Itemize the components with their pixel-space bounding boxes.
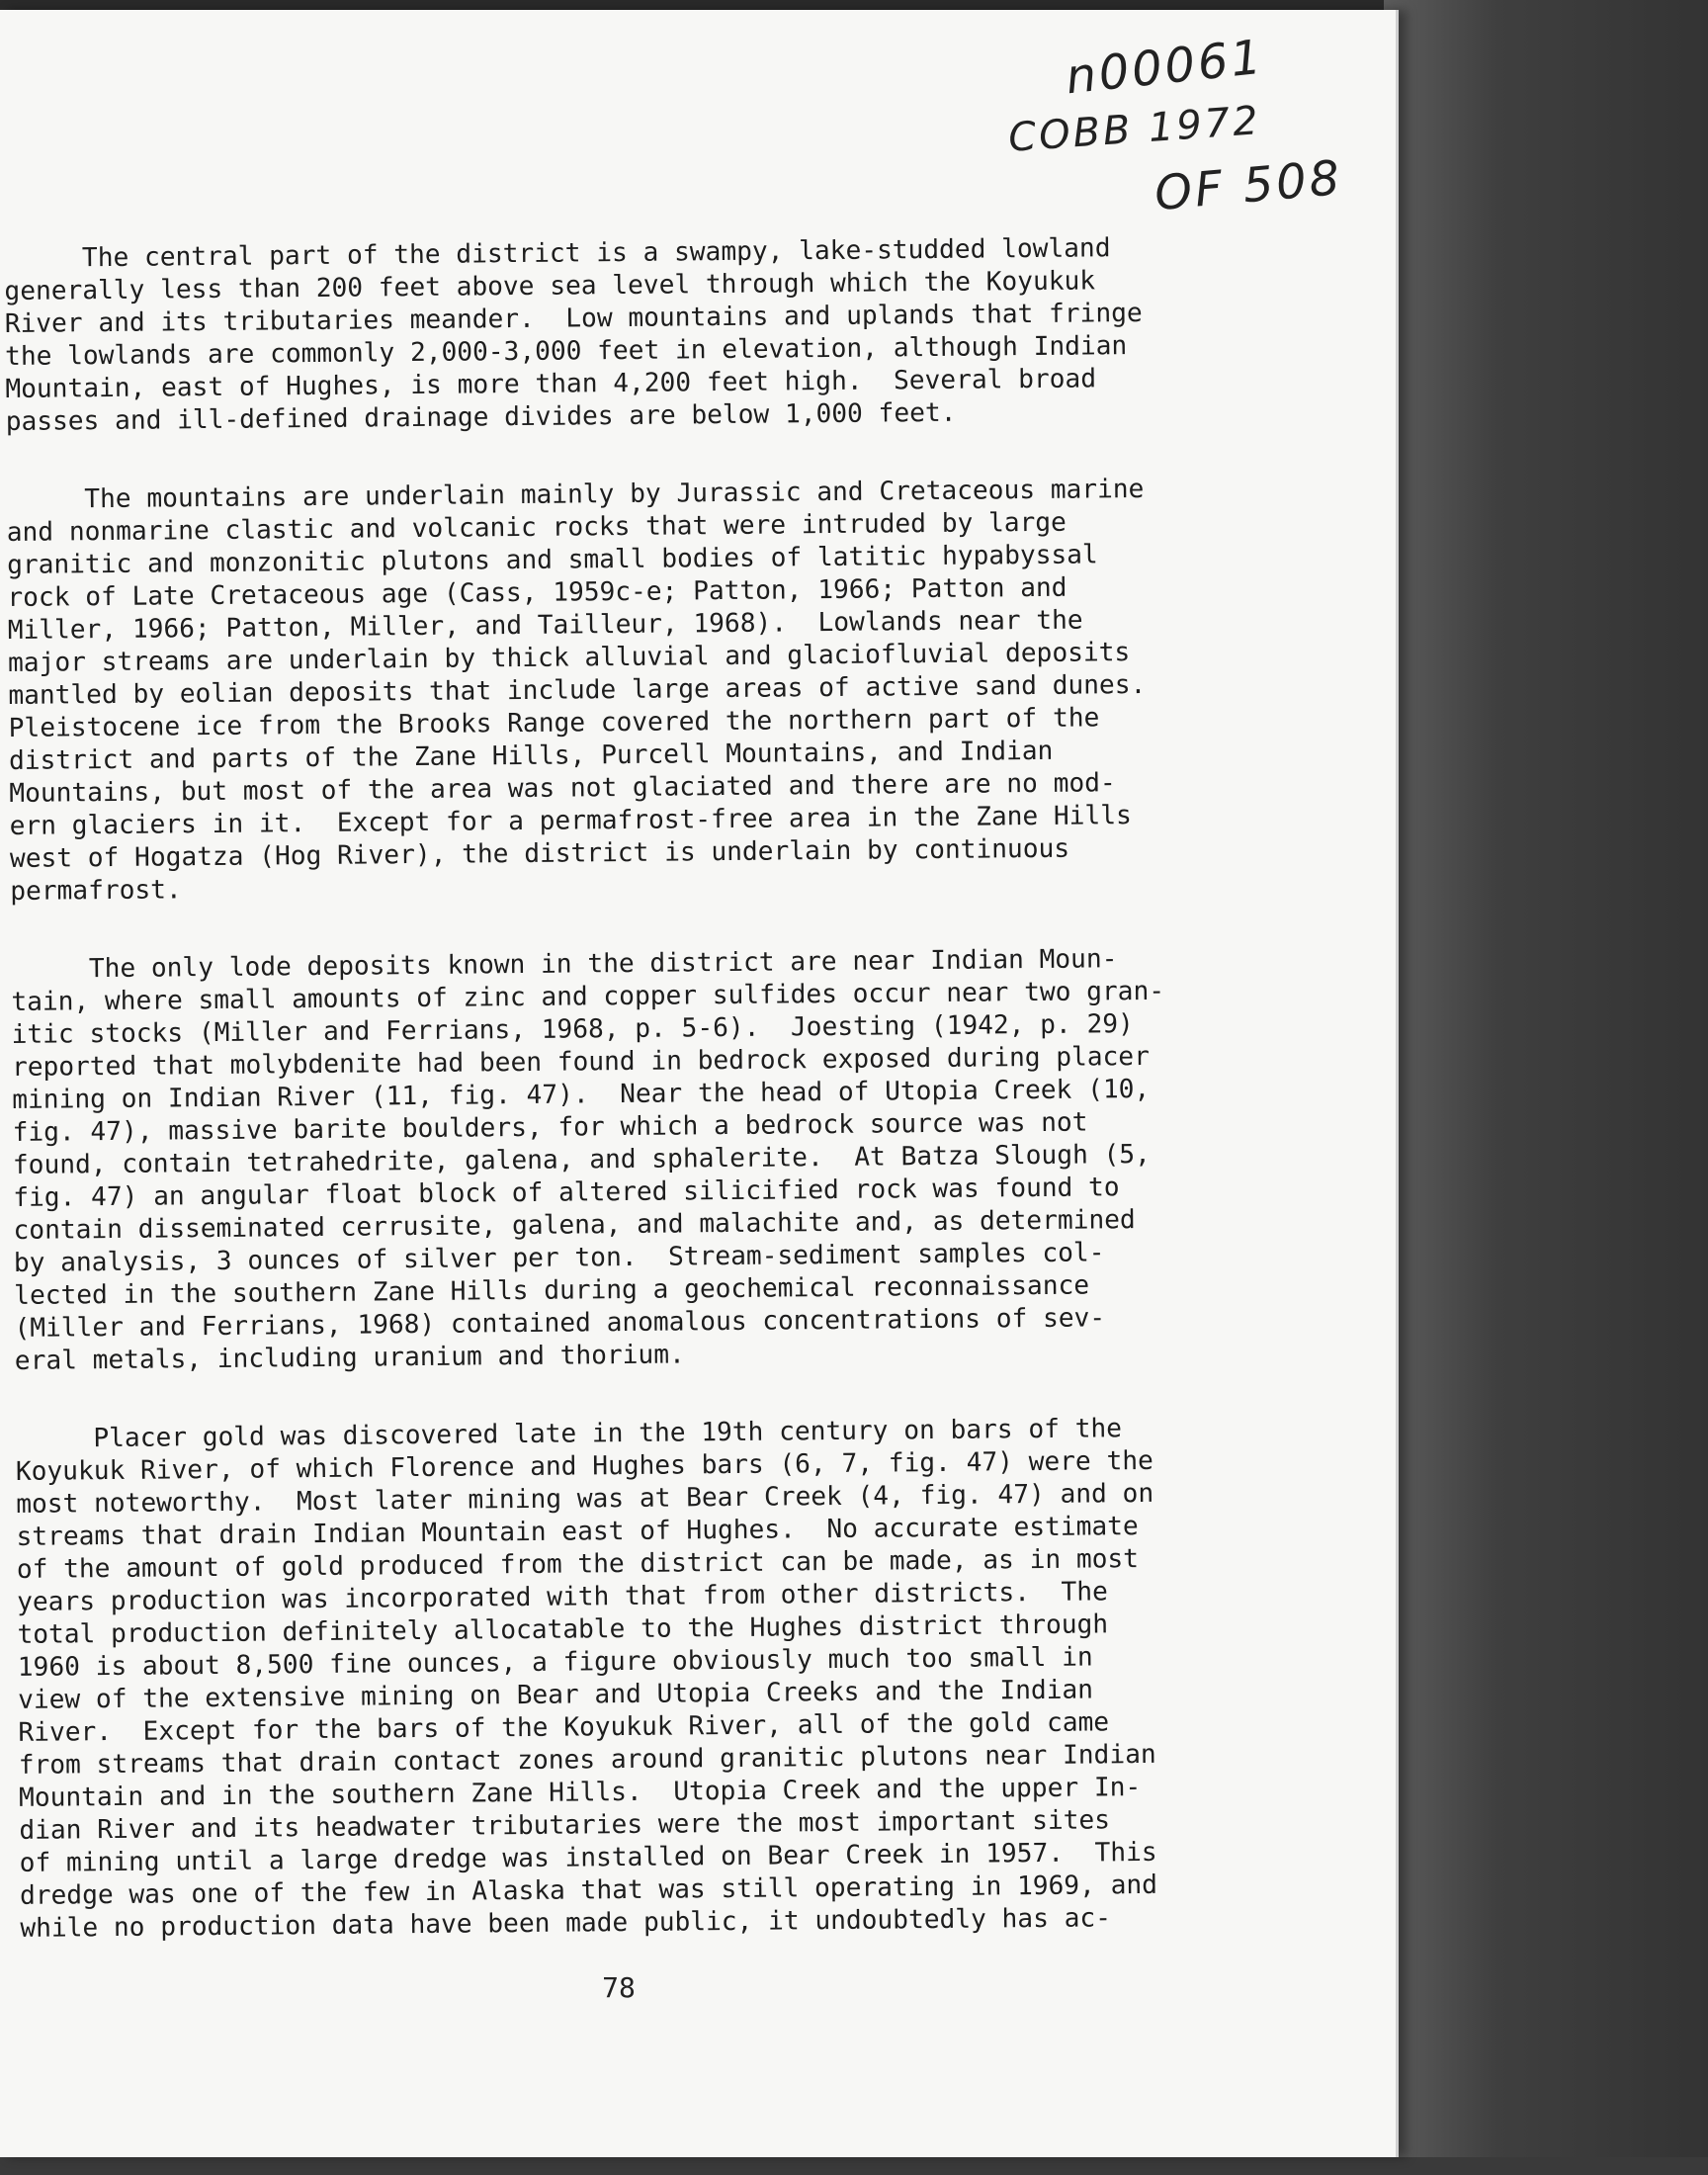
text-line: total production definitely allocatable to the Hughes district through [17, 1610, 1109, 1650]
text-line: of the amount of gold produced from the district can be made, as in most [16, 1544, 1140, 1585]
text-line: The only lode deposits known in the district are near Indian Moun- [10, 944, 1118, 985]
text-line: years production was incorporated with that from other districts. The [17, 1577, 1108, 1617]
text-line: found, contain tetrahedrite, galena, and sphalerite. At Batza Slough (5, [12, 1139, 1151, 1180]
text-line: mantled by eolian deposits that include large areas of active sand dunes. [8, 669, 1147, 711]
scan-background-shadow [1384, 0, 1708, 2175]
text-line: the lowlands are commonly 2,000-3,000 feet in elevation, although Indian [4, 331, 1128, 372]
text-line: district and parts of the Zane Hills, Purcell Mountains, and Indian [8, 736, 1054, 776]
paragraph [6, 473, 1275, 909]
text-line: view of the extensive mining on Bear and Utopia Creeks and the Indian [18, 1675, 1094, 1715]
text-line: by analysis, 3 ounces of silver per ton. Stream-sediment samples col- [13, 1238, 1105, 1278]
text-line: from streams that drain contact zones around granitic plutons near Indian [18, 1739, 1156, 1781]
text-line: Mountain, east of Hughes, is more than 4,200 feet high. Several broad [5, 364, 1097, 404]
text-line: Pleistocene ice from the Brooks Range covered the northern part of the [8, 703, 1100, 743]
text-line: while no production data have been made public, it undoubtedly has ac- [20, 1903, 1112, 1944]
text-line: most noteworthy. Most later mining was at Bear Creek (4, fig. 47) and on [16, 1478, 1154, 1520]
text-line: eral metals, including uranium and thorium. [14, 1340, 685, 1376]
text-line: major streams are underlain by thick alluvial and glaciofluvial deposits [7, 638, 1131, 678]
text-line: dredge was one of the few in Alaska that was still operating in 1969, and [19, 1870, 1158, 1911]
text-line: The mountains are underlain mainly by Jurassic and Cretaceous marine [6, 474, 1145, 515]
text-line: Mountains, but most of the area was not glaciated and there are no mod- [9, 768, 1116, 809]
text-line: fig. 47), massive barite boulders, for which a bedrock source was not [12, 1107, 1088, 1148]
text-line: 1960 is about 8,500 fine ounces, a figure obviously much too small in [17, 1642, 1093, 1683]
scan-bottom-edge [0, 2157, 1708, 2175]
text-line: rock of Late Cretaceous age (Cass, 1959c-e; Patton, 1966; Patton and [7, 572, 1068, 613]
text-line: River and its tributaries meander. Low mountains and uplands that fringe [4, 298, 1143, 339]
text-line: mining on Indian River (11, fig. 47). Near the head of Utopia Creek (10, [12, 1074, 1151, 1115]
text-line: streams that drain Indian Mountain east of Hughes. No accurate estimate [16, 1512, 1139, 1552]
text-line: fig. 47) an angular float block of altered silicified rock was found to [13, 1173, 1120, 1213]
text-line: and nonmarine clastic and volcanic rocks that were intruded by large [6, 507, 1068, 548]
text-line: dian River and its headwater tributaries were the most important sites [19, 1805, 1111, 1846]
text-line: (Miller and Ferrians, 1968) contained anomalous concentrations of sev- [14, 1303, 1106, 1344]
text-line: River. Except for the bars of the Koyukuk River, all of the gold came [18, 1707, 1110, 1748]
text-line: reported that molybdenite had been found in bedrock exposed during placer [11, 1041, 1151, 1083]
text-line: passes and ill-defined drainage divides are below 1,000 feet. [5, 397, 957, 437]
handwritten-document-id: n00061 [1063, 29, 1267, 106]
text-line: Miller, 1966; Patton, Miller, and Tailleur, 1968). Lowlands near the [7, 605, 1083, 646]
text-line: The central part of the district is a swampy, lake-studded lowland [4, 233, 1111, 274]
text-line: Mountain and in the southern Zane Hills. Utopia Creek and the upper In- [18, 1773, 1142, 1813]
paragraph [4, 231, 1271, 439]
handwritten-report-number: OF 508 [1152, 149, 1345, 222]
text-line: Koyukuk River, of which Florence and Hughes bars (6, 7, fig. 47) were the [15, 1445, 1153, 1487]
text-line: lected in the southern Zane Hills during a geochemical reconnaissance [14, 1270, 1090, 1311]
document-page [0, 10, 1399, 2157]
handwritten-citation: COBB 1972 [1006, 98, 1263, 161]
text-line: Placer gold was discovered late in the 19th century on bars of the [15, 1414, 1123, 1454]
text-line: of mining until a large dredge was installed on Bear Creek in 1957. This [19, 1837, 1157, 1878]
text-line: west of Hogatza (Hog River), the district is underlain by continuous [9, 833, 1070, 874]
page-number: 78 [602, 1971, 636, 2004]
paragraph [15, 1412, 1285, 1946]
paragraph [11, 942, 1280, 1378]
text-line: ern glaciers in it. Except for a permafrost-free area in the Zane Hills [9, 801, 1132, 841]
text-line: itic stocks (Miller and Ferrians, 1968, p. 5-6). Joesting (1942, p. 29) [11, 1009, 1134, 1050]
text-line: granitic and monzonitic plutons and small bodies of latitic hypabyssal [6, 540, 1098, 580]
text-line: contain disseminated cerrusite, galena, and malachite and, as determined [13, 1205, 1136, 1246]
body-text [4, 231, 1286, 1991]
text-line: permafrost. [10, 875, 182, 907]
text-line: tain, where small amounts of zinc and copper sulfides occur near two gran- [11, 976, 1165, 1017]
text-line: generally less than 200 feet above sea level through which the Koyukuk [4, 266, 1096, 306]
